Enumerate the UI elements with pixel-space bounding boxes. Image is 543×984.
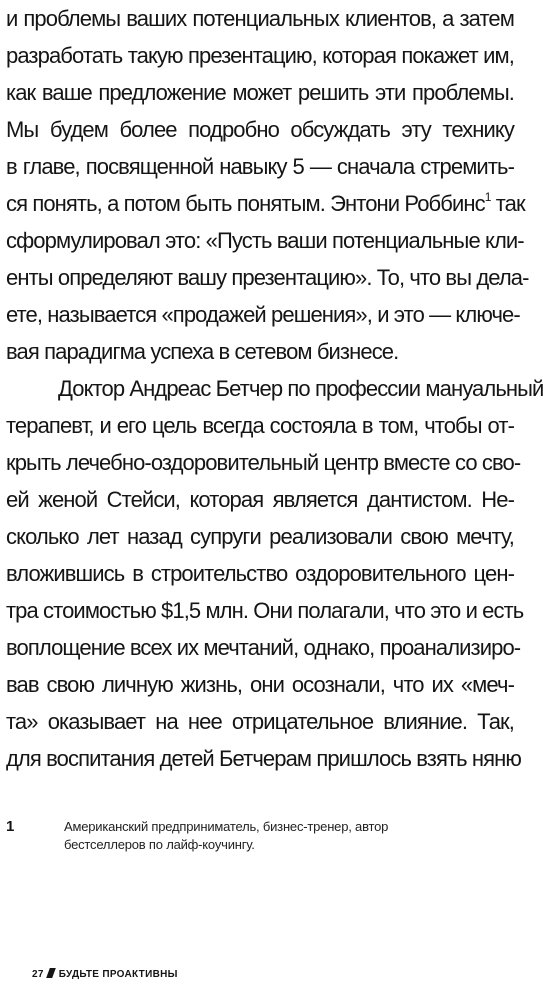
text-line: для воспитания детей Бетчерам пришлось взять няню [6, 746, 522, 771]
chapter-title: БУДЬТЕ ПРОАКТИВНЫ [58, 969, 178, 980]
text-line: вложившись в строительство оздоровительного цен- [6, 561, 514, 586]
text-line: енты определяют вашу презентацию». То, что вы дела- [6, 265, 529, 290]
text-line: сколько лет назад супруги реализовали свою мечту, [6, 524, 514, 549]
paragraph-first-line: Доктор Андреас Бетчер по профессии мануальный [58, 376, 543, 401]
text-line: в главе, посвященной навыку 5 — сначала стремить- [6, 154, 514, 179]
text-line: вав свою личную жизнь, они осознали, что их «меч- [6, 672, 514, 697]
text-line: Мы будем более подробно обсуждать эту технику [6, 117, 514, 142]
text-line: и проблемы ваших потенциальных клиентов, а затем [6, 6, 514, 31]
footnote-number: 1 [6, 818, 15, 835]
text-line: воплощение всех их мечтаний, однако, проанализиро- [6, 635, 521, 660]
text-segment: ся понять, а потом быть понятым. Энтони Роббинс [6, 191, 485, 216]
text-line: как ваше предложение может решить эти проблемы. [6, 80, 514, 105]
text-line: разработать такую презентацию, которая покажет им, [6, 43, 514, 68]
text-line: крыть лечебно-оздоровительный центр вместе со сво- [6, 450, 521, 475]
text-line: та» оказывает на нее отрицательное влияние. Так, [6, 709, 514, 734]
text-line: терапевт, и его цель всегда состояла в том, чтобы от- [6, 413, 514, 438]
footnote-text-line: Американский предприниматель, бизнес-тренер, автор [64, 819, 389, 834]
page-number: 27 [32, 969, 44, 980]
slash-separator-icon [46, 968, 56, 978]
text-line: вая парадигма успеха в сетевом бизнесе. [6, 339, 399, 364]
text-line: сформулировал это: «Пусть ваши потенциальные кли- [6, 228, 524, 253]
text-segment: так [495, 191, 525, 216]
text-line-with-footnote [6, 185, 525, 222]
text-line: ей женой Стейси, которая является дантистом. Не- [6, 487, 514, 512]
footnote-text-line: бестселлеров по лайф-коучингу. [64, 837, 255, 852]
footnote-reference: 1 [484, 189, 491, 204]
text-line: тра стоимостью $1,5 млн. Они полагали, что это и есть [6, 598, 524, 623]
text-line: ете, называется «продажей решения», и это — ключе- [6, 302, 520, 327]
page-footer [32, 966, 178, 984]
